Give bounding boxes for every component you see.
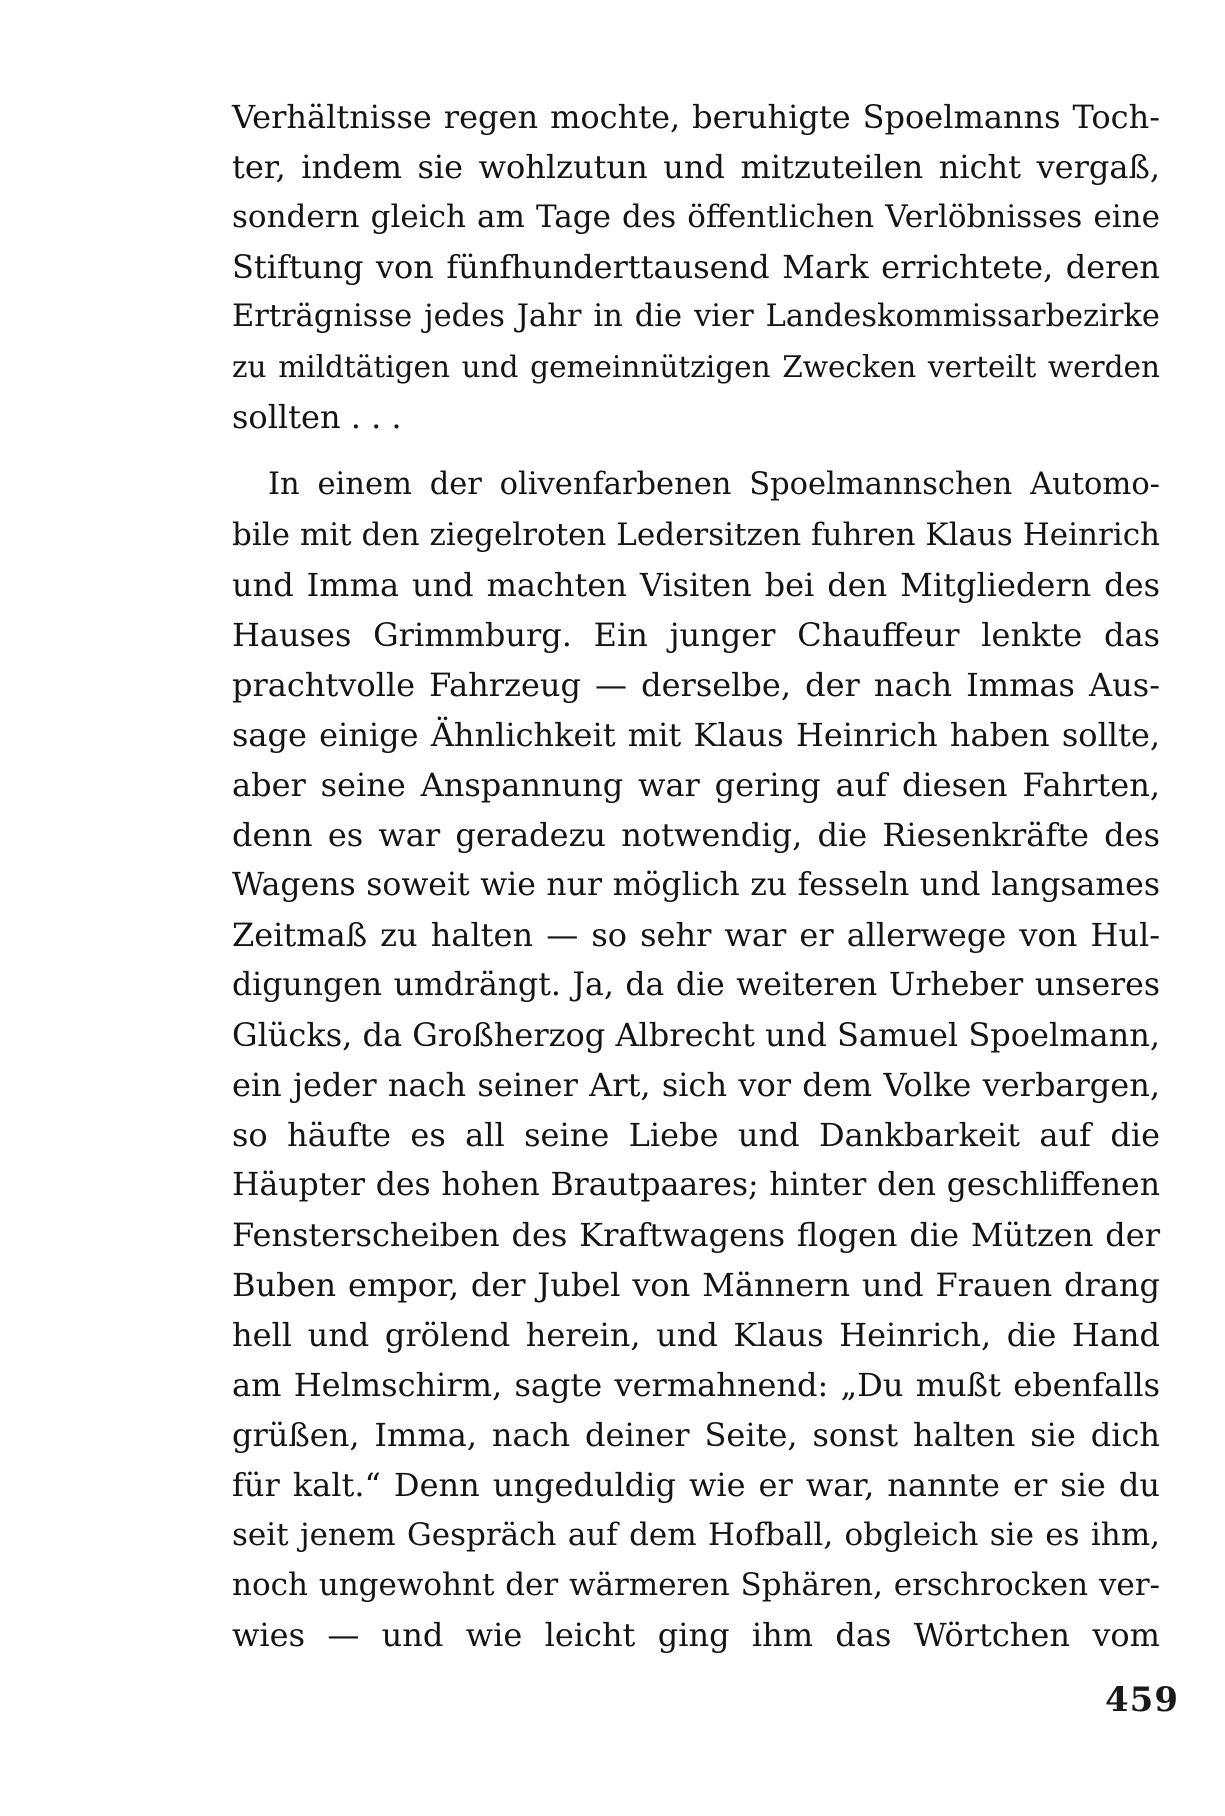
text-line: seit jenem Gespräch auf dem Hofball, obgleich sie es ihm, bbox=[232, 1517, 1160, 1553]
text-line: sage einige Ähnlichkeit mit Klaus Heinrich haben sollte, bbox=[232, 716, 1160, 754]
text-line: noch ungewohnt der wärmeren Sphären, erschrocken ver- bbox=[232, 1567, 1160, 1603]
paragraph-spacer bbox=[232, 442, 1160, 460]
paragraph-1 bbox=[232, 92, 1160, 442]
text-line: Glücks, da Großherzog Albrecht und Samuel Spoelmann, bbox=[232, 1016, 1160, 1054]
text-line: Hauses Grimmburg. Ein junger Chauffeur lenkte das bbox=[232, 616, 1160, 654]
text-line: Verhältnisse regen mochte, beruhigte Spoelmanns Toch- bbox=[232, 98, 1160, 136]
text-line: zu mildtätigen und gemeinnützigen Zwecken verteilt werden bbox=[232, 350, 1160, 384]
text-line: digungen umdrängt. Ja, da die weiteren Urheber unseres bbox=[232, 967, 1160, 1003]
text-line: ter, indem sie wohlzutun und mitzuteilen nicht vergaß, bbox=[232, 148, 1160, 186]
text-line: Häupter des hohen Brautpaares; hinter den geschliffenen bbox=[232, 1167, 1160, 1203]
text-line: am Helmschirm, sagte vermahnend: „Du mußt ebenfalls bbox=[232, 1366, 1160, 1404]
text-line: so häufte es all seine Liebe und Dankbarkeit auf die bbox=[232, 1116, 1160, 1154]
paragraph-2 bbox=[232, 460, 1160, 1660]
text-line: denn es war geradezu notwendig, die Riesenkräfte des bbox=[232, 816, 1160, 854]
text-line: Buben empor, der Jubel von Männern und Frauen drang bbox=[232, 1266, 1160, 1304]
text-line: für kalt.“ Denn ungeduldig wie er war, nannte er sie du bbox=[232, 1466, 1160, 1504]
text-line: sondern gleich am Tage des öffentlichen Verlöbnisses eine bbox=[232, 199, 1160, 235]
page-number: 459 bbox=[1105, 1680, 1179, 1720]
text-line: Fensterscheiben des Kraftwagens flogen die Mützen der bbox=[232, 1216, 1160, 1254]
text-line: hell und grölend herein, und Klaus Heinrich, die Hand bbox=[232, 1316, 1160, 1354]
text-line: sollten . . . bbox=[232, 398, 402, 436]
text-line: Wagens soweit wie nur möglich zu fesseln und langsames bbox=[232, 867, 1160, 903]
text-line: Erträgnisse jedes Jahr in die vier Landeskommissarbezirke bbox=[232, 299, 1160, 334]
text-line: prachtvolle Fahrzeug — derselbe, der nach Immas Aus- bbox=[232, 666, 1160, 704]
text-line: wies — und wie leicht ging ihm das Wörtchen vom bbox=[232, 1616, 1160, 1654]
text-line: grüßen, Imma, nach deiner Seite, sonst halten sie dich bbox=[232, 1416, 1160, 1454]
text-line: und Imma und machten Visiten bei den Mitgliedern des bbox=[232, 566, 1160, 604]
text-line: Zeitmaß zu halten — so sehr war er allerwege von Hul- bbox=[232, 916, 1160, 954]
text-line: aber seine Anspannung war gering auf diesen Fahrten, bbox=[232, 766, 1160, 804]
text-line: Stiftung von fünfhunderttausend Mark errichtete, deren bbox=[232, 248, 1160, 286]
body-text bbox=[232, 92, 1160, 1660]
text-line: In einem der olivenfarbenen Spoelmannschen Automo- bbox=[268, 467, 1160, 502]
text-line: ein jeder nach seiner Art, sich vor dem Volke verbargen, bbox=[232, 1066, 1160, 1104]
text-line: bile mit den ziegelroten Ledersitzen fuhren Klaus Heinrich bbox=[232, 517, 1161, 553]
